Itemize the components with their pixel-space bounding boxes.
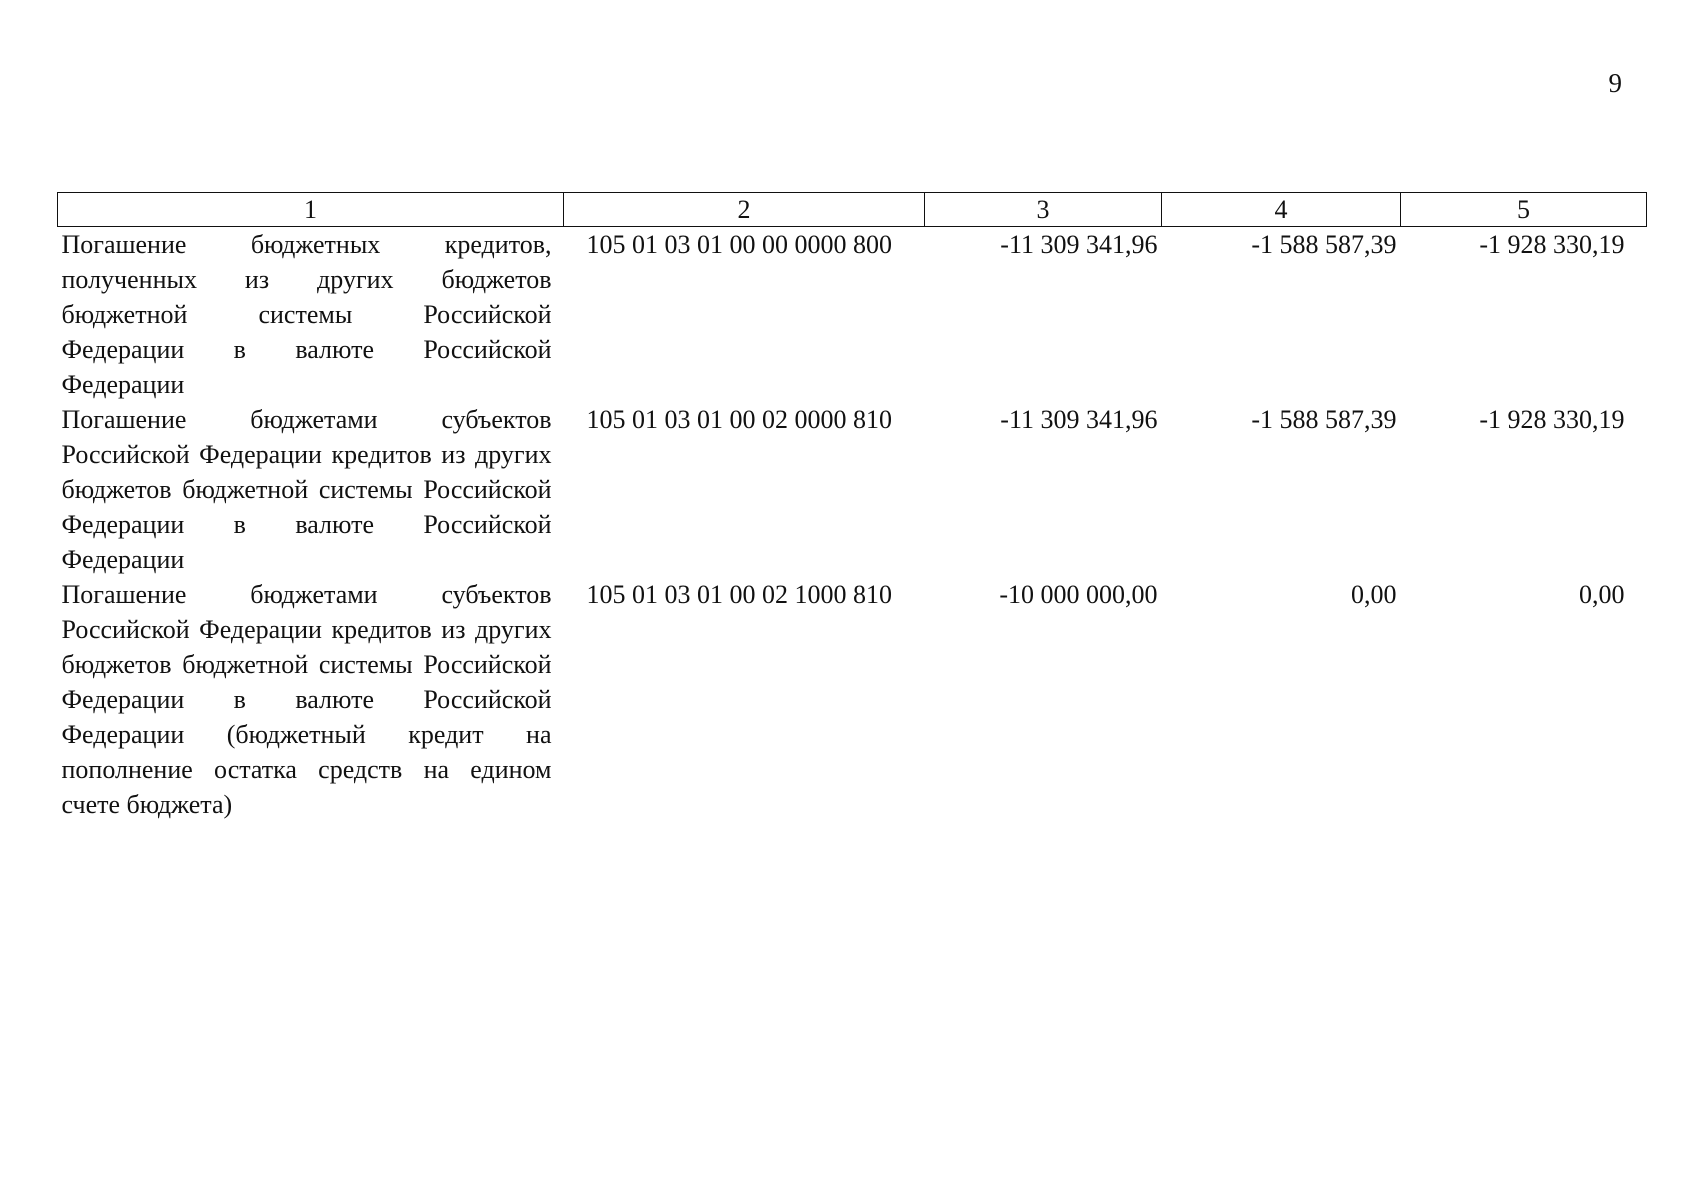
row-name: Погашение бюджетами субъектов Российской Федерации кредитов из других бюджетов бюджетной системы Российской Федерации в валюте Российской Федерации [61, 405, 552, 574]
row-value-col4: -1 588 587,39 [1251, 405, 1397, 434]
column-header-3: 3 [925, 193, 1162, 227]
row-value-col4: -1 588 587,39 [1251, 230, 1397, 259]
table-row [58, 402, 1647, 577]
row-value-col5: -1 928 330,19 [1479, 405, 1625, 434]
table-row [58, 577, 1647, 822]
column-header-1: 1 [58, 193, 564, 227]
budget-table [57, 192, 1647, 822]
column-header-4: 4 [1162, 193, 1401, 227]
row-code: 105 01 03 01 00 02 0000 810 [586, 405, 892, 434]
row-name: Погашение бюджетами субъектов Российской Федерации кредитов из других бюджетов бюджетной системы Российской Федерации в валюте Российской Федерации (бюджетный кредит на пополнение остатка средств на едином счете бюджета) [61, 580, 552, 819]
row-value-col5: 0,00 [1579, 580, 1625, 609]
table-body [58, 227, 1647, 823]
row-name: Погашение бюджетных кредитов, полученных из других бюджетов бюджетной системы Российской Федерации в валюте Российской Федерации [61, 230, 552, 399]
row-value-col3: -11 309 341,96 [1000, 230, 1158, 259]
column-header-2: 2 [564, 193, 925, 227]
row-value-col4: 0,00 [1351, 580, 1397, 609]
row-value-col3: -11 309 341,96 [1000, 405, 1158, 434]
table-header [58, 193, 1647, 227]
row-code: 105 01 03 01 00 00 0000 800 [586, 230, 892, 259]
page-number: 9 [1608, 68, 1622, 98]
row-code: 105 01 03 01 00 02 1000 810 [586, 580, 892, 609]
row-value-col5: -1 928 330,19 [1479, 230, 1625, 259]
header-row [58, 193, 1647, 227]
column-header-5: 5 [1401, 193, 1647, 227]
table-row [58, 227, 1647, 403]
row-value-col3: -10 000 000,00 [999, 580, 1158, 609]
